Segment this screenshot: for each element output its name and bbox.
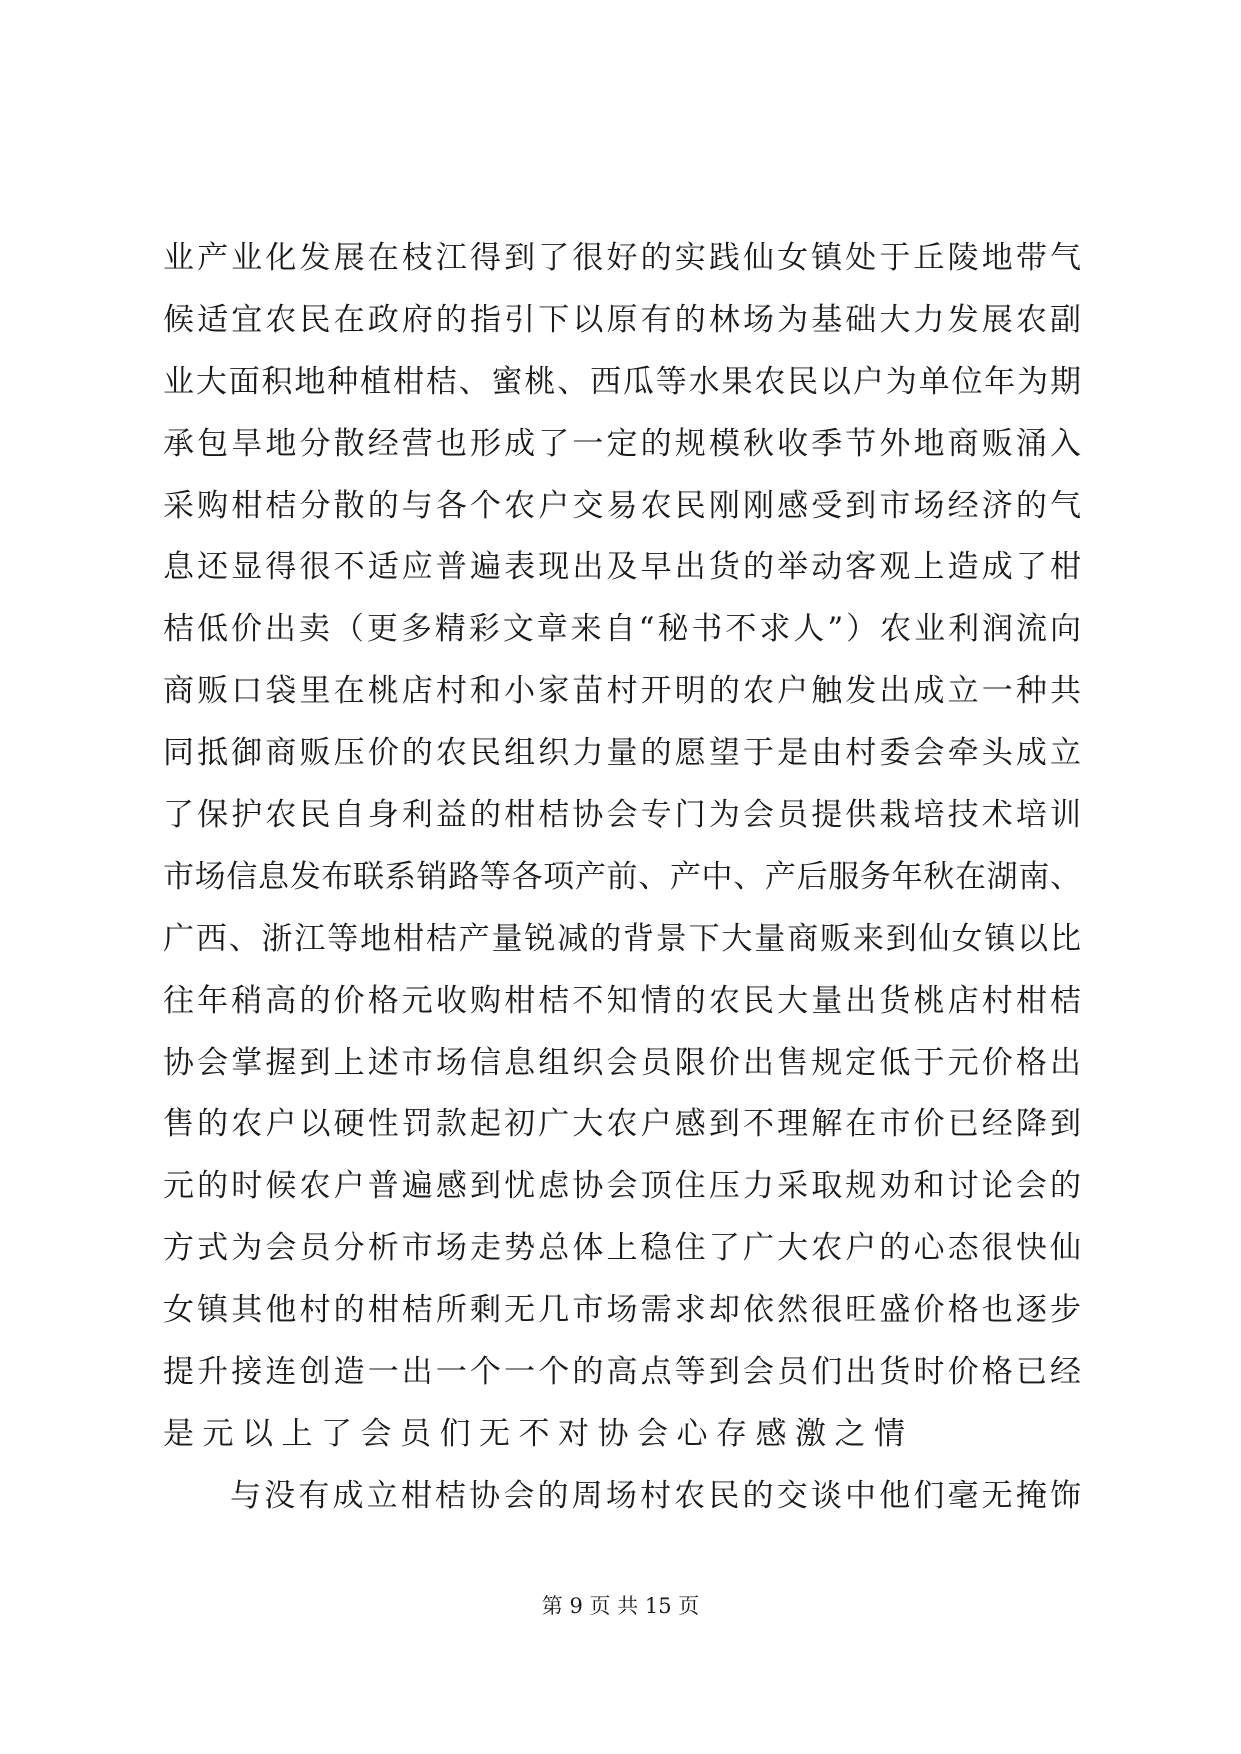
text-line: 元的时候农户普遍感到忧虑协会顶住压力采取规劝和讨论会的	[163, 1168, 1081, 1205]
text-line: 采购柑桔分散的与各个农户交易农民刚刚感受到市场经济的气	[163, 487, 1081, 524]
text-line: 业产业化发展在枝江得到了很好的实践仙女镇处于丘陵地带气	[163, 240, 1081, 276]
text-line: 息还显得很不适应普遍表现出及早出货的举动客观上造成了柑	[163, 549, 1081, 586]
page-number-footer: 第 9 页 共 15 页	[541, 1594, 700, 1618]
text-line: 了保护农民自身利益的柑桔协会专门为会员提供栽培技术培训	[163, 797, 1081, 834]
text-line: 往年稍高的价格元收购柑桔不知情的农民大量出货桃店村柑桔	[163, 982, 1081, 1019]
text-line: 同抵御商贩压价的农民组织力量的愿望于是由村委会牵头成立	[163, 735, 1081, 772]
text-line: 商贩口袋里在桃店村和小家苗村开明的农户触发出成立一种共	[163, 673, 1081, 710]
text-line: 市场信息发布联系销路等各项产前、产中、产后服务年秋在湖南、	[163, 858, 1081, 895]
text-line: 业大面积地种植柑桔、蜜桃、西瓜等水果农民以户为单位年为期	[163, 363, 1081, 400]
body-text	[163, 228, 1081, 1528]
paragraph-start-line: 与没有成立柑桔协会的周场村农民的交谈中他们毫无掩饰	[230, 1477, 1081, 1514]
text-line: 提升接连创造一出一个一个的高点等到会员们出货时价格已经	[163, 1354, 1081, 1391]
paragraph-end-line: 是元以上了会员们无不对协会心存感激之情	[163, 1415, 914, 1452]
text-line: 售的农户以硬性罚款起初广大农户感到不理解在市价已经降到	[163, 1106, 1081, 1143]
text-line: 广西、浙江等地柑桔产量锐减的背景下大量商贩来到仙女镇以比	[163, 920, 1081, 957]
text-line: 候适宜农民在政府的指引下以原有的林场为基础大力发展农副	[163, 301, 1081, 338]
text-line: 桔低价出卖（更多精彩文章来自“秘书不求人”）农业利润流向	[163, 611, 1081, 648]
text-line: 承包旱地分散经营也形成了一定的规模秋收季节外地商贩涌入	[163, 425, 1081, 462]
text-line: 女镇其他村的柑桔所剩无几市场需求却依然很旺盛价格也逐步	[163, 1292, 1081, 1329]
text-line: 协会掌握到上述市场信息组织会员限价出售规定低于元价格出	[163, 1044, 1081, 1081]
text-line: 方式为会员分析市场走势总体上稳住了广大农户的心态很快仙	[163, 1230, 1081, 1267]
